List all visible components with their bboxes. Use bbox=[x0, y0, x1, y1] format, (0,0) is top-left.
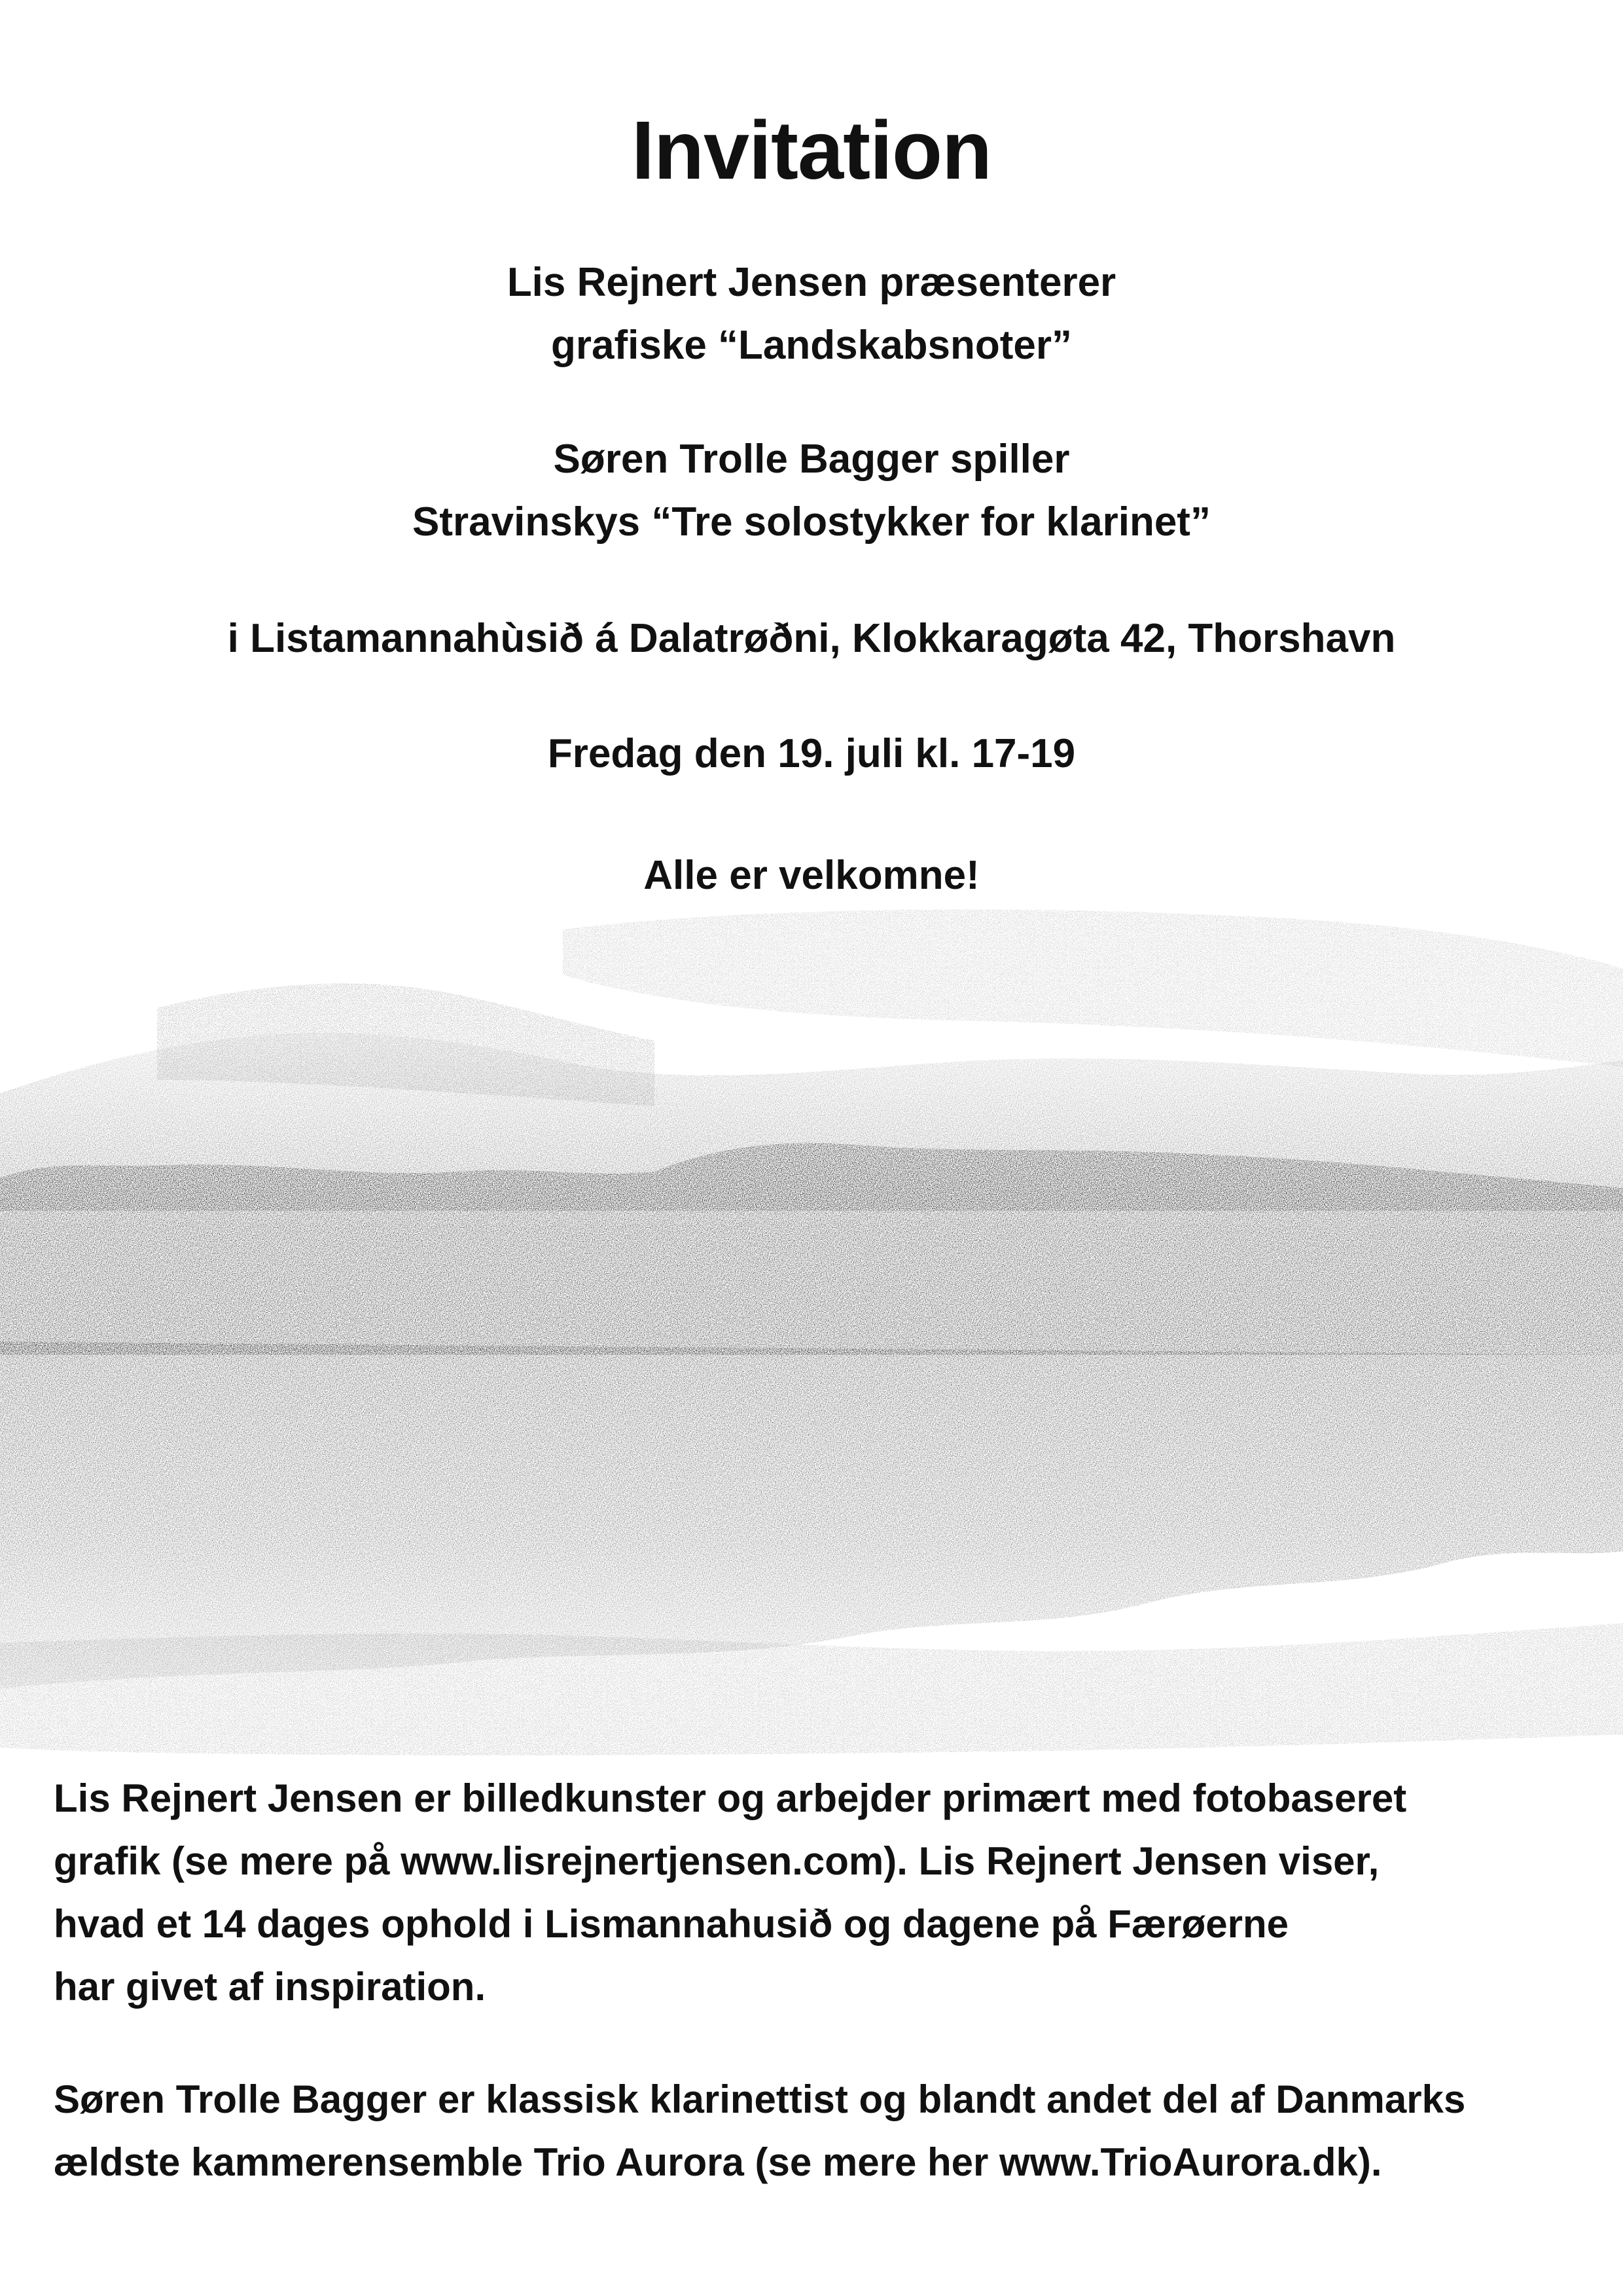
bio-soren-line-2: ældste kammerensemble Trio Aurora (se mere her www.TrioAurora.dk). bbox=[54, 2140, 1382, 2184]
water-fringe bbox=[0, 1623, 1623, 1755]
venue-block bbox=[0, 607, 1623, 670]
venue-line: i Listamannahùsið á Dalatrøðni, Klokkaragøta 42, Thorshavn bbox=[227, 616, 1396, 661]
landscape-print-image bbox=[0, 870, 1623, 1780]
date-line: Fredag den 19. juli kl. 17-19 bbox=[547, 731, 1076, 776]
music-line-2: Stravinskys “Tre solostykker for klarinet” bbox=[412, 499, 1211, 545]
date-block bbox=[0, 723, 1623, 785]
bio-lis-paragraph bbox=[54, 1767, 1578, 2018]
welcome-line: Alle er velkomne! bbox=[643, 853, 980, 898]
bio-soren-paragraph bbox=[54, 2068, 1578, 2194]
dark-shoreline bbox=[0, 1143, 1623, 1355]
bio-lis-line-3: hvad et 14 dages ophold i Lismannahusið og dagene på Færøerne bbox=[54, 1902, 1289, 1946]
presentation-line-2: grafiske “Landskabsnoter” bbox=[551, 323, 1072, 368]
music-block bbox=[0, 428, 1623, 554]
bio-lis-line-1: Lis Rejnert Jensen er billedkunster og arbejder primært med fotobaseret bbox=[54, 1776, 1407, 1820]
bio-soren-line-1: Søren Trolle Bagger er klassisk klarinettist og blandt andet del af Danmarks bbox=[54, 2077, 1466, 2121]
bio-lis-line-4: har givet af inspiration. bbox=[54, 1965, 486, 2009]
presentation-block bbox=[0, 251, 1623, 377]
bio-lis-line-2: grafik (se mere på www.lisrejnertjensen.com). Lis Rejnert Jensen viser, bbox=[54, 1839, 1380, 1883]
music-line-1: Søren Trolle Bagger spiller bbox=[553, 437, 1070, 482]
page-title: Invitation bbox=[632, 104, 991, 196]
presentation-line-1: Lis Rejnert Jensen præsenterer bbox=[507, 260, 1116, 305]
